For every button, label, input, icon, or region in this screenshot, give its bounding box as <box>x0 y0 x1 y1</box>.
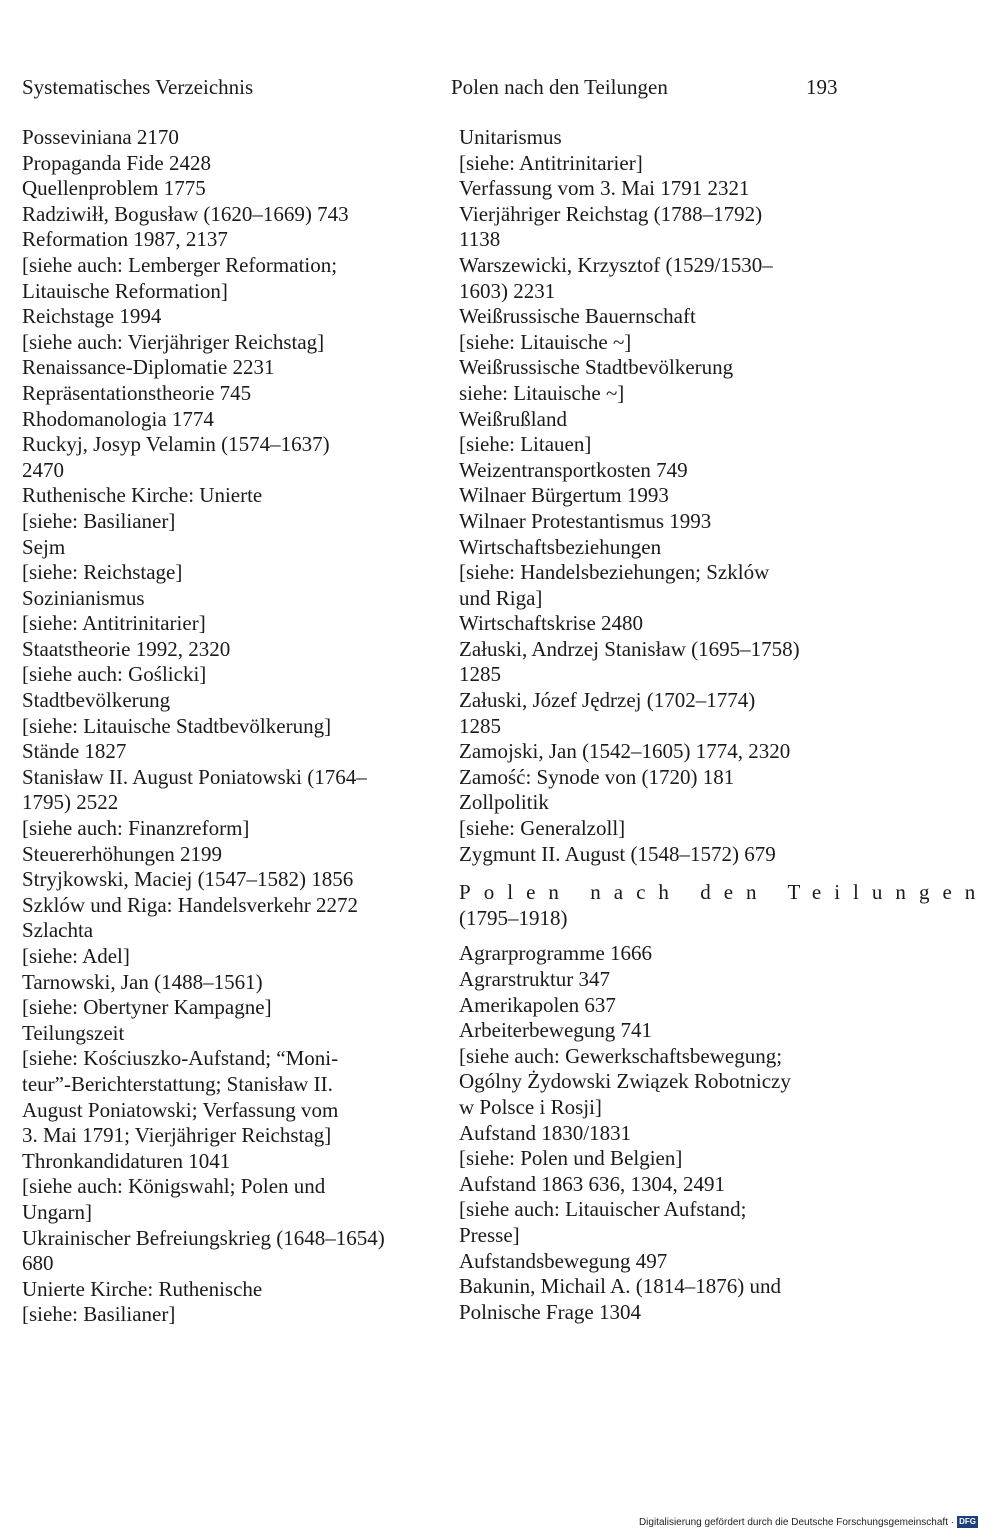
index-entry <box>22 739 442 765</box>
index-continuation: August Poniatowski; Verfassung vom <box>22 1097 339 1122</box>
index-entry <box>459 304 879 355</box>
index-term: Stanisław II. August Poniatowski (1764– <box>22 764 367 789</box>
index-entry <box>459 842 879 868</box>
index-entry <box>459 509 879 535</box>
index-entry <box>22 1021 442 1149</box>
index-term: Szklów und Riga: Handelsverkehr 2272 <box>22 892 358 917</box>
index-term: Steuererhöhungen 2199 <box>22 841 223 866</box>
index-continuation: w Polsce i Rosji] <box>459 1094 602 1119</box>
index-continuation: 1285 <box>459 713 501 738</box>
index-term: Załuski, Andrzej Stanisław (1695–1758) <box>459 636 800 661</box>
running-header-right: Polen nach den Teilungen <box>451 75 668 99</box>
index-continuation: [siehe: Litauische Stadtbevölkerung] <box>22 713 332 738</box>
index-term: Ruckyj, Josyp Velamin (1574–1637) <box>22 432 330 457</box>
index-term: Wirtschaftsbeziehungen <box>459 534 662 559</box>
index-entry <box>22 688 442 739</box>
index-entry <box>459 1172 879 1249</box>
index-continuation: 1603) 2231 <box>459 278 556 303</box>
index-continuation: Ungarn] <box>22 1199 92 1224</box>
index-entry <box>22 535 442 586</box>
index-continuation: 2470 <box>22 457 64 482</box>
index-term: Warszewicki, Krzysztof (1529/1530– <box>459 252 773 277</box>
index-column-left <box>22 125 442 1328</box>
index-continuation: und Riga] <box>459 585 543 610</box>
index-term: Wilnaer Protestantismus 1993 <box>459 508 712 533</box>
index-entry <box>22 202 442 228</box>
index-entry <box>22 483 442 534</box>
index-continuation: 1795) 2522 <box>22 790 119 815</box>
index-continuation: Polnische Frage 1304 <box>459 1299 641 1324</box>
index-entry <box>459 967 879 993</box>
index-continuation: [siehe: Adel] <box>22 944 130 968</box>
index-continuation: [siehe auch: Gewerkschaftsbewegung; <box>459 1043 783 1068</box>
index-entry <box>459 202 879 253</box>
index-entry <box>22 381 442 407</box>
index-term: Reformation 1987, 2137 <box>22 227 228 252</box>
index-term: Stände 1827 <box>22 739 127 764</box>
index-term: Weizentransportkosten 749 <box>459 457 688 482</box>
index-continuation: [siehe: Basilianer] <box>22 508 176 533</box>
index-entry <box>22 432 442 483</box>
index-term: Unitarismus <box>459 125 562 149</box>
index-entry <box>459 790 879 841</box>
index-term: Renaissance-Diplomatie 2231 <box>22 355 275 380</box>
index-entry <box>22 176 442 202</box>
index-entry <box>459 1018 879 1120</box>
index-continuation: [siehe: Kościuszko-Aufstand; “Moni- <box>22 1046 339 1071</box>
index-term: Verfassung vom 3. Mai 1791 2321 <box>459 176 750 201</box>
index-continuation: [siehe: Litauen] <box>459 432 592 457</box>
index-continuation: [siehe auch: Goślicki] <box>22 662 207 687</box>
index-entry <box>22 842 442 868</box>
index-term: Szlachta <box>22 918 94 943</box>
index-entry <box>22 637 442 688</box>
digitization-footer <box>639 1516 978 1528</box>
index-term: Posseviniana 2170 <box>22 125 179 149</box>
index-term: Aufstand 1830/1831 <box>459 1120 632 1145</box>
running-header-left: Systematisches Verzeichnis <box>22 75 254 99</box>
section-heading <box>459 880 989 931</box>
index-continuation: 1138 <box>459 227 501 252</box>
index-term: Ruthenische Kirche: Unierte <box>22 483 263 508</box>
section-title: Polen nach den Teilungen <box>459 880 989 905</box>
index-entries-right <box>459 125 879 867</box>
index-term: Weißrussische Bauernschaft <box>459 304 696 329</box>
index-entry <box>459 765 879 791</box>
index-term: Tarnowski, Jan (1488–1561) <box>22 969 263 994</box>
index-continuation: [siehe: Antitrinitarier] <box>459 150 643 175</box>
index-entry <box>22 867 442 893</box>
footer-text: Digitalisierung gefördert durch die Deutsche Forschungsgemeinschaft · <box>638 1516 955 1528</box>
index-continuation: 1285 <box>459 662 501 687</box>
index-term: Aufstand 1863 636, 1304, 2491 <box>459 1171 725 1196</box>
index-continuation: [siehe auch: Vierjähriger Reichstag] <box>22 329 325 354</box>
index-term: Ukrainischer Befreiungskrieg (1648–1654) <box>22 1225 385 1250</box>
section-entries <box>459 941 879 1325</box>
index-term: Weißrußland <box>459 406 567 431</box>
index-term: Teilungszeit <box>22 1020 125 1045</box>
index-term: Wilnaer Bürgertum 1993 <box>459 483 669 508</box>
index-term: Stadtbevölkerung <box>22 688 171 713</box>
index-term: Stryjkowski, Maciej (1547–1582) 1856 <box>22 867 354 892</box>
index-entry <box>459 407 879 458</box>
index-term: Zamość: Synode von (1720) 181 <box>459 764 735 789</box>
index-entry <box>459 355 879 406</box>
index-continuation: [siehe auch: Finanzreform] <box>22 816 250 841</box>
index-term: Vierjähriger Reichstag (1788–1792) <box>459 201 763 226</box>
index-entry <box>459 688 879 739</box>
index-continuation: [siehe auch: Königswahl; Polen und <box>22 1174 326 1199</box>
index-entry <box>459 483 879 509</box>
index-continuation: Litauische Reformation] <box>22 278 228 303</box>
index-entry <box>22 918 442 969</box>
index-term: Amerikapolen 637 <box>459 992 616 1017</box>
index-continuation: [siehe: Antitrinitarier] <box>22 611 206 636</box>
index-entry <box>459 637 879 688</box>
index-column-right <box>459 125 989 1325</box>
index-term: Sejm <box>22 534 66 559</box>
index-entry <box>22 893 442 919</box>
index-term: Aufstandsbewegung 497 <box>459 1248 668 1273</box>
index-entry <box>459 176 879 202</box>
index-entry <box>459 611 879 637</box>
index-term: Arbeiterbewegung 741 <box>459 1018 653 1043</box>
index-continuation: Presse] <box>459 1222 520 1247</box>
index-continuation: teur”-Berichterstattung; Stanisław II. <box>22 1071 333 1096</box>
index-term: Reichstage 1994 <box>22 304 162 329</box>
index-term: Wirtschaftskrise 2480 <box>459 611 644 636</box>
index-entry <box>459 1121 879 1172</box>
index-continuation: siehe: Litauische ~] <box>459 380 625 405</box>
index-entry <box>22 355 442 381</box>
index-entry <box>22 407 442 433</box>
index-term: Rhodomanologia 1774 <box>22 406 214 431</box>
index-term: Sozinianismus <box>22 585 145 610</box>
index-term: Quellenproblem 1775 <box>22 176 206 201</box>
index-entry <box>22 1277 442 1328</box>
index-entry <box>459 993 879 1019</box>
index-continuation: [siehe: Litauische ~] <box>459 329 632 354</box>
index-term: Zollpolitik <box>459 790 549 815</box>
index-entry <box>459 535 879 612</box>
index-continuation: [siehe: Reichstage] <box>22 560 183 585</box>
index-term: Weißrussische Stadtbevölkerung <box>459 355 734 380</box>
index-term: Zamojski, Jan (1542–1605) 1774, 2320 <box>459 739 791 764</box>
index-continuation: Ogólny Żydowski Związek Robotniczy <box>459 1069 791 1094</box>
index-continuation: [siehe: Basilianer] <box>22 1302 176 1327</box>
index-entry <box>459 458 879 484</box>
index-term: Bakunin, Michail A. (1814–1876) und <box>459 1274 781 1299</box>
index-entry <box>459 253 879 304</box>
index-continuation: [siehe: Obertyner Kampagne] <box>22 995 272 1020</box>
index-continuation: 3. Mai 1791; Vierjähriger Reichstag] <box>22 1123 332 1148</box>
index-continuation: [siehe auch: Lemberger Reformation; <box>22 252 338 277</box>
index-entry <box>459 125 879 176</box>
index-entry <box>459 941 879 967</box>
index-term: Załuski, Józef Jędrzej (1702–1774) <box>459 688 756 713</box>
index-entry <box>22 1149 442 1226</box>
index-term: Unierte Kirche: Ruthenische <box>22 1276 263 1301</box>
index-term: Repräsentationstheorie 745 <box>22 380 252 405</box>
index-entry <box>22 125 442 151</box>
index-term: Agrarstruktur 347 <box>459 967 611 991</box>
index-entry <box>22 1226 442 1277</box>
index-entry <box>22 151 442 177</box>
index-term: Zygmunt II. August (1548–1572) 679 <box>459 841 776 866</box>
index-continuation: [siehe: Polen und Belgien] <box>459 1146 683 1171</box>
index-entry <box>459 1274 879 1325</box>
index-term: Radziwiłł, Bogusław (1620–1669) 743 <box>22 201 349 226</box>
index-term: Agrarprogramme 1666 <box>459 941 653 966</box>
page-number: 193 <box>806 75 838 99</box>
index-continuation: 680 <box>22 1251 54 1276</box>
index-entry <box>459 739 879 765</box>
index-continuation: [siehe auch: Litauischer Aufstand; <box>459 1197 747 1222</box>
index-entry <box>22 586 442 637</box>
index-term: Propaganda Fide 2428 <box>22 150 211 175</box>
index-entry <box>22 970 442 1021</box>
index-entry <box>22 227 442 304</box>
index-entry <box>459 1249 879 1275</box>
section-years: (1795–1918) <box>459 905 568 930</box>
dfg-logo-icon: DFG <box>959 1517 976 1526</box>
index-continuation: [siehe: Handelsbeziehungen; Szklów <box>459 560 770 585</box>
index-entry <box>22 765 442 842</box>
index-entry <box>22 304 442 355</box>
index-term: Thronkandidaturen 1041 <box>22 1148 231 1173</box>
index-term: Staatstheorie 1992, 2320 <box>22 636 231 661</box>
index-continuation: [siehe: Generalzoll] <box>459 816 626 841</box>
